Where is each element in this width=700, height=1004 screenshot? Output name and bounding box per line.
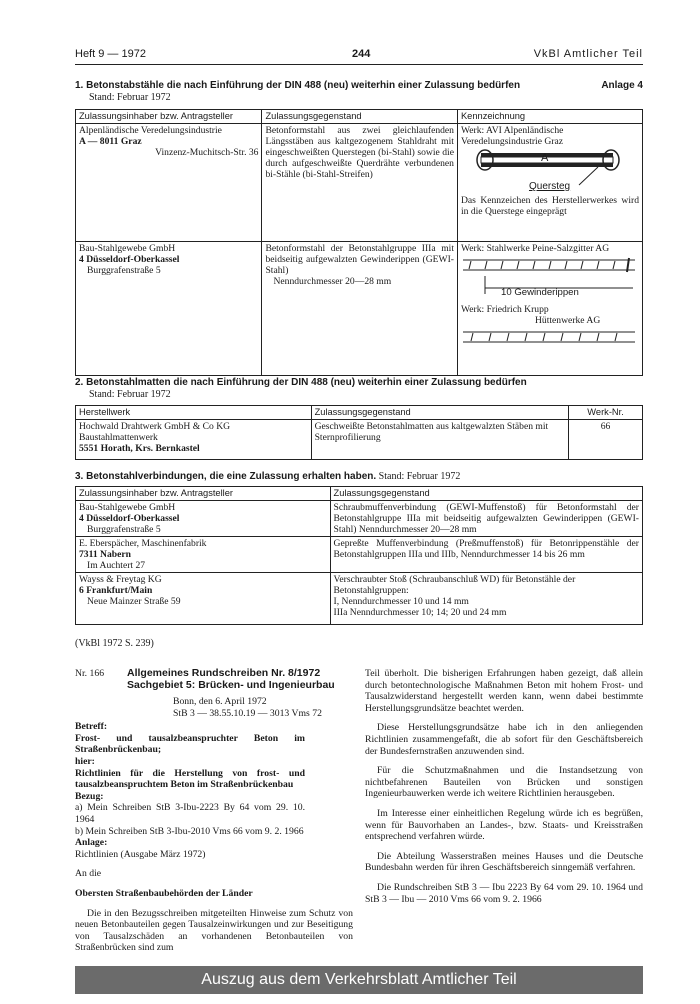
section2-stand: Stand: Februar 1972 [89,389,171,400]
circular-left-column [75,668,353,954]
section2-title: 2. Betonstahlmatten die nach Einführung der DIN 488 (neu) weiterhin einer Zulassung bedürfen [75,377,527,388]
subject-cell: Schraubmuffenverbindung (GEWI-Muffenstoß) für Betonformstahl der Betonstahlgruppe IIIa mit beidseitig aufgewalzten Gewinderippen (GEWI-Stahl) Nenndurchmesser 20—28 mm [330,501,642,537]
holder-cell: E. Eberspächer, Maschinenfabrik 7311 Nabern Im Auchtert 27 [76,537,331,573]
holder-street: Vinzenz-Muchitsch-Str. 36 [155,147,259,158]
paragraph: Im Interesse einer einheitlichen Regelung würde ich es begrüßen, wenn für Bauvorhaben an Landes-, bzw. Staats- und Kreisstraßen entsprechend verfahren würde. [365,807,643,843]
table-row [76,420,643,460]
circular-title: Allgemeines Rundschreiben Nr. 8/1972 [127,667,321,679]
works-name: Hochwald Drahtwerk GmbH & Co KG [79,421,231,432]
subject-cell: Verschraubter Stoß (Schraubanschluß WD) für Betonstähle der Betonstahlgruppen: I, Nenndurchmesser 10 und 14 mm IIIa Nenndurchmesser 10; 14; 20 und 24 mm [330,573,642,625]
holder-name: Alpenländische Veredelungsindustrie [79,125,222,136]
page-number: 244 [352,48,371,60]
table-row [76,501,643,537]
paragraph: Für die Schutzmaßnahmen und die Instandsetzung von nichtbefahrenen Bauteilen von Brücken und sonstigen Ingenieurbauwerken werde ich weitere Richtlinien herausgeben. [365,765,643,800]
table-header-row [76,487,643,501]
col-marking: Kennzeichnung [457,110,642,124]
table-row [76,573,643,625]
section1-table [75,109,643,376]
bi-stahl-drawing [461,147,639,195]
subject-cell [262,242,458,376]
circular-number: Nr. 166 [75,668,105,679]
works-plant: Baustahlmattenwerk [79,432,158,443]
marking-cell [457,124,642,242]
recipient: Obersten Straßenbaubehörden der Länder [75,887,253,899]
rib-count-label: 10 Gewinderippen [461,287,579,298]
paragraph: Diese Herstellungsgrundsätze habe ich in den anliegenden Richtlinien zusammengefaßt, die ab sofort für den Geschäftsbereich der Bundesfernstraßen anzuwenden sind. [365,722,643,757]
section3-heading [75,471,643,483]
paragraph: Teil überholt. Die bisherigen Erfahrungen haben gezeigt, daß allein durch betontechnologische Maßnahmen Beton mit hohem Frost- und Tausalzwiderstand hergestellt werden kann, wenn dabei bestimmte Herstellungsgrundsätze beachtet werden. [365,668,643,714]
section2-heading [75,377,643,401]
gewi-bar-drawing-2 [461,326,639,348]
circular-heading [75,668,353,692]
holder-cell [76,124,262,242]
bezug-block: Bezug: a) Mein Schreiben StB 3-Ibu-2223 By 64 vom 29. 10. 1964 b) Mein Schreiben StB 3-Ibu-2010 Vms 66 vom 9. 2. 1966 [75,790,305,837]
marking-cell [457,242,642,376]
holder-cell: Wayss & Freytag KG 6 Frankfurt/Main Neue Mainzer Straße 59 [76,573,331,625]
table-header-row [76,110,643,124]
works-number: 66 [569,420,643,460]
col-works: Herstellwerk [76,406,312,420]
hier-block: hier:Richtlinien für die Herstellung von frost- und tausalzbeanspruchtem Beton im Straßenbrückenbau [75,755,305,791]
section1-heading [75,80,643,104]
col-subject: Zulassungsgegenstand [311,406,569,420]
mark-works-krupp-2: Hüttenwerke AG [534,315,601,326]
col-subject: Zulassungsgegenstand [262,110,458,124]
paragraph: Die Rundschreiben StB 3 — Ibu 2223 By 64 vom 29. 10. 1964 und StB 3 — Ibu — 2010 Vms 66 vom 9. 2. 1966 [365,881,643,905]
works-address: 5551 Horath, Krs. Bernkastel [79,443,200,454]
paragraph: Die Abteilung Wasserstraßen meines Hauses und die Deutsche Bundesbahn werden für ihren Geschäftsbereich sinngemäß verfahren. [365,850,643,874]
section3-stand: Stand: Februar 1972 [378,471,461,482]
subject-cell: Gepreßte Muffenverbindung (Preßmuffenstoß) für Betonrippenstähle der Betonstahlgruppen IIIa und IIIb, Nenndurchmesser 14 bis 26 mm [330,537,642,573]
mark-works-peine: Werk: Stahlwerke Peine-Salzgitter AG [460,243,610,254]
betreff-block: Betreff:Frost- und tausalzbeanspruchter Beton im Straßenbrückenbau; [75,721,305,756]
quersteg-callout: Quersteg [528,181,571,192]
issue-label: Heft 9 — 1972 [75,48,146,60]
circular-subject-area: Sachgebiet 5: Brücken- und Ingenieurbau [127,679,335,691]
annex-label: Anlage 4 [601,80,643,91]
col-works-number: Werk-Nr. [569,406,643,420]
table-row [76,242,643,376]
holder-cell: Bau-Stahlgewebe GmbH 4 Düsseldorf-Oberkassel Burggrafenstraße 5 [76,501,331,537]
reference: (VkBl 1972 S. 239) [75,638,154,649]
col-holder: Zulassungsinhaber bzw. Antragsteller [76,487,331,501]
mark-letter: A [540,152,549,164]
subject-text: Betonformstahl der Betonstahlgruppe IIIa mit beidseitig aufgewalzten Gewinderippen (GEWI-Stahl) [265,243,454,276]
subject-diameter: Nenndurchmesser 20—28 mm [273,276,392,287]
ref-code: StB 3 — 38.55.10.19 — 3013 Vms 72 [173,707,322,719]
section3-table [75,486,643,625]
mark-note: Das Kennzeichen des Herstellerwerkes wird in die Querstege eingeprägt [460,195,639,217]
table-header-row [76,406,643,420]
table-row [76,124,643,242]
callout-line [579,167,598,185]
col-subject: Zulassungsgegenstand [330,487,642,501]
section1-title: 1. Betonstabstähle die nach Einführung der DIN 488 (neu) weiterhin einer Zulassung bedürfen [75,80,521,91]
section3-title: 3. Betonstahlverbindungen, die eine Zulassung erhalten haben. [75,471,377,482]
left-paragraph: Die in den Bezugsschreiben mitgeteilten Hinweise zum Schutz von neuen Betonbauteilen gegen Tausalzeinwirkungen und zur Beseitigung von Tausalzschäden an vorhandenen Betonbauteilen von Straßenbrücken sind zum [75,907,353,954]
circular-right-column [365,668,643,913]
col-holder: Zulassungsinhaber bzw. Antragsteller [76,110,262,124]
mark-works: Werk: AVI Alpenländische Veredelungsindustrie Graz [460,125,564,147]
holder-name: Bau-Stahlgewebe GmbH [79,243,176,254]
section2-table [75,405,643,460]
place-date: Bonn, den 6. April 1972 [173,696,267,707]
addressee-line: An die [75,868,102,880]
anlage-block: Anlage:Richtlinien (Ausgabe März 1972) [75,837,206,860]
holder-city: 4 Düsseldorf-Oberkassel [79,254,180,265]
journal-title: VkBl Amtlicher Teil [533,48,643,60]
header-rule [75,64,643,65]
holder-street: Burggrafenstraße 5 [87,265,161,276]
holder-cell [76,242,262,376]
subject-cell: Geschweißte Betonstahlmatten aus kaltgewalzten Stäben mit Sternprofilierung [311,420,569,460]
section1-stand: Stand: Februar 1972 [89,92,171,103]
table-row [76,537,643,573]
works-cell [76,420,312,460]
mark-works-krupp: Werk: Friedrich Krupp [460,304,549,315]
subject-cell: Betonformstahl aus zwei gleichlaufenden Längsstäben aus kaltgezogenem Stahldraht mit eingeschweißten Querstegen (bi-Stahl) sowie die durch aufgeschweißte Querdrähte verbundenen bi-Stähle (bi-Stahl-Streifen) [262,124,458,242]
footer-banner: Auszug aus dem Verkehrsblatt Amtlicher Teil [75,966,643,994]
holder-city: A — 8011 Graz [79,136,142,147]
